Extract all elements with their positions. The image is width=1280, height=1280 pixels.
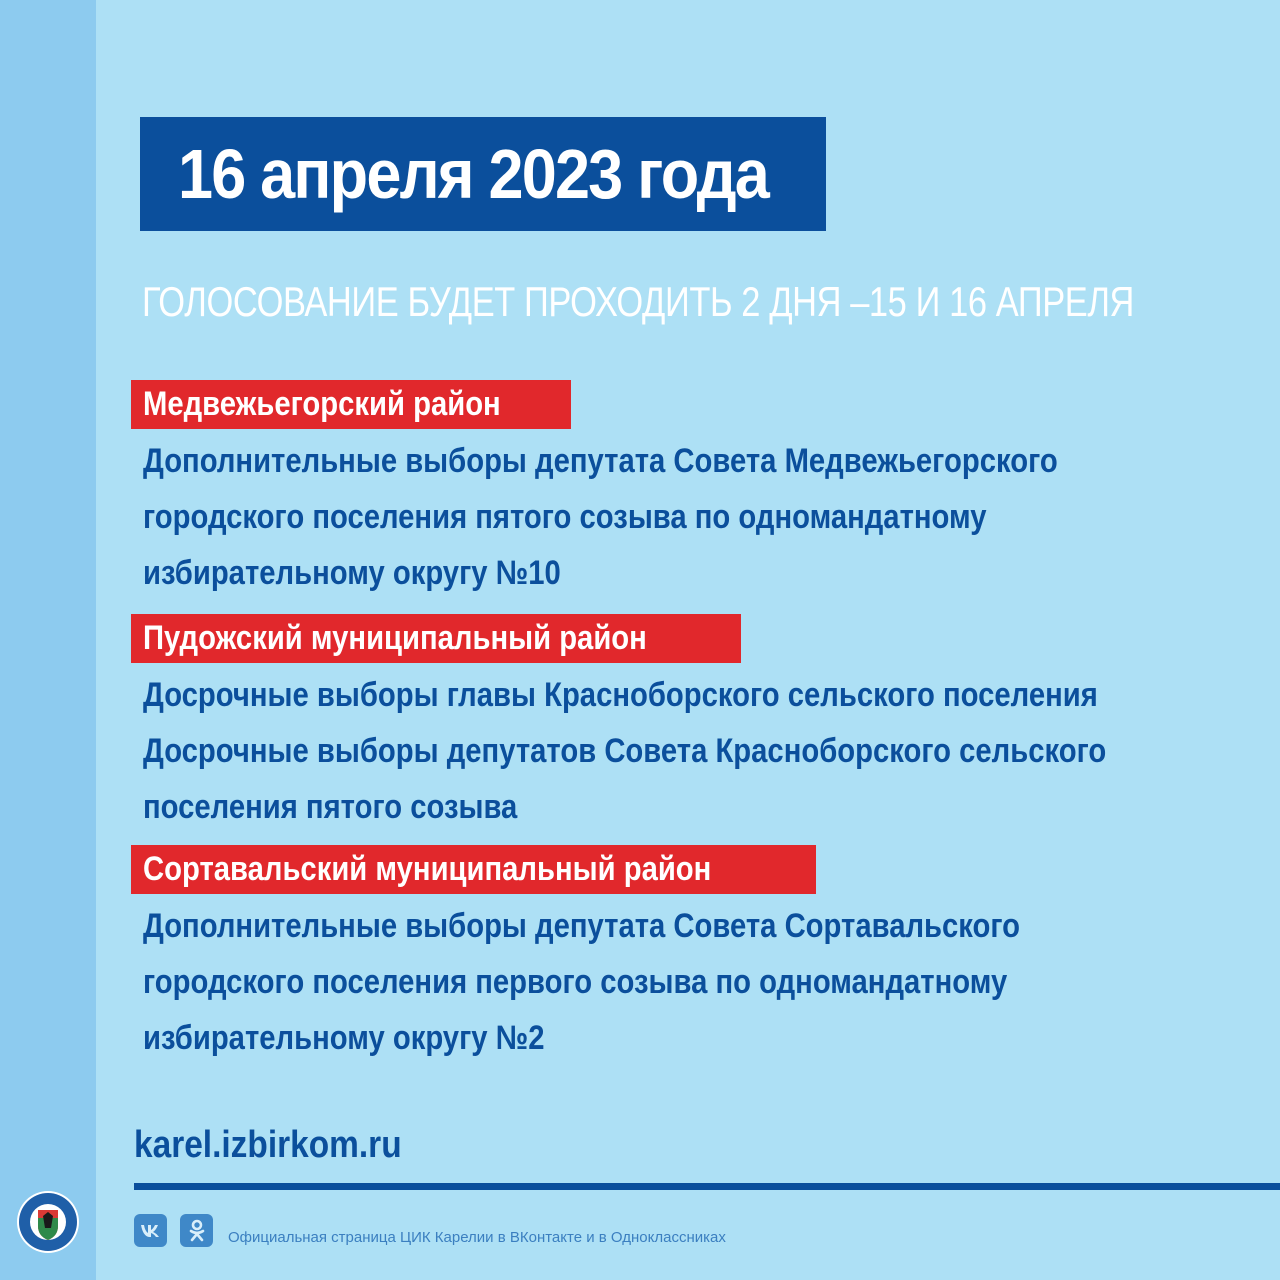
election-line: Дополнительные выборы депутата Совета Медвежьегорского bbox=[143, 442, 1058, 480]
odnoklassniki-icon[interactable] bbox=[180, 1214, 213, 1247]
voting-days-subtitle: ГОЛОСОВАНИЕ БУДЕТ ПРОХОДИТЬ 2 ДНЯ –15 И 16 АПРЕЛЯ bbox=[142, 278, 1135, 325]
district-name: Сортавальский муниципальный район bbox=[143, 850, 712, 888]
election-lines bbox=[143, 433, 1251, 601]
district-tag bbox=[131, 380, 571, 429]
election-line: поселения пятого созыва bbox=[143, 788, 518, 826]
website-link[interactable]: karel.izbirkom.ru bbox=[134, 1124, 402, 1166]
election-line: городского поселения первого созыва по одномандатному bbox=[143, 963, 1008, 1001]
election-lines bbox=[143, 898, 1251, 1066]
side-stripe bbox=[0, 0, 96, 1280]
district-section-2 bbox=[131, 614, 1251, 835]
district-section-1 bbox=[131, 380, 1251, 601]
divider-line bbox=[134, 1183, 1280, 1190]
footer-caption: Официальная страница ЦИК Карелии в ВКонтакте и в Одноклассниках bbox=[228, 1229, 726, 1246]
district-tag bbox=[131, 845, 816, 894]
date-banner bbox=[140, 117, 826, 231]
election-line: избирательному округу №10 bbox=[143, 554, 561, 592]
district-name: Медвежьегорский район bbox=[143, 385, 501, 423]
election-line: Досрочные выборы главы Красноборского сельского поселения bbox=[143, 676, 1098, 714]
election-line: городского поселения пятого созыва по одномандатному bbox=[143, 498, 987, 536]
election-lines bbox=[143, 667, 1251, 835]
date-banner-text: 16 апреля 2023 года bbox=[178, 135, 769, 213]
district-tag bbox=[131, 614, 741, 663]
election-line: Дополнительные выборы депутата Совета Сортавальского bbox=[143, 907, 1021, 945]
election-commission-emblem-icon bbox=[16, 1190, 80, 1254]
election-line: избирательному округу №2 bbox=[143, 1019, 545, 1057]
vk-icon[interactable] bbox=[134, 1214, 167, 1247]
election-line: Досрочные выборы депутатов Совета Красноборского сельского bbox=[143, 732, 1107, 770]
district-section-3 bbox=[131, 845, 1251, 1066]
district-name: Пудожский муниципальный район bbox=[143, 619, 647, 657]
